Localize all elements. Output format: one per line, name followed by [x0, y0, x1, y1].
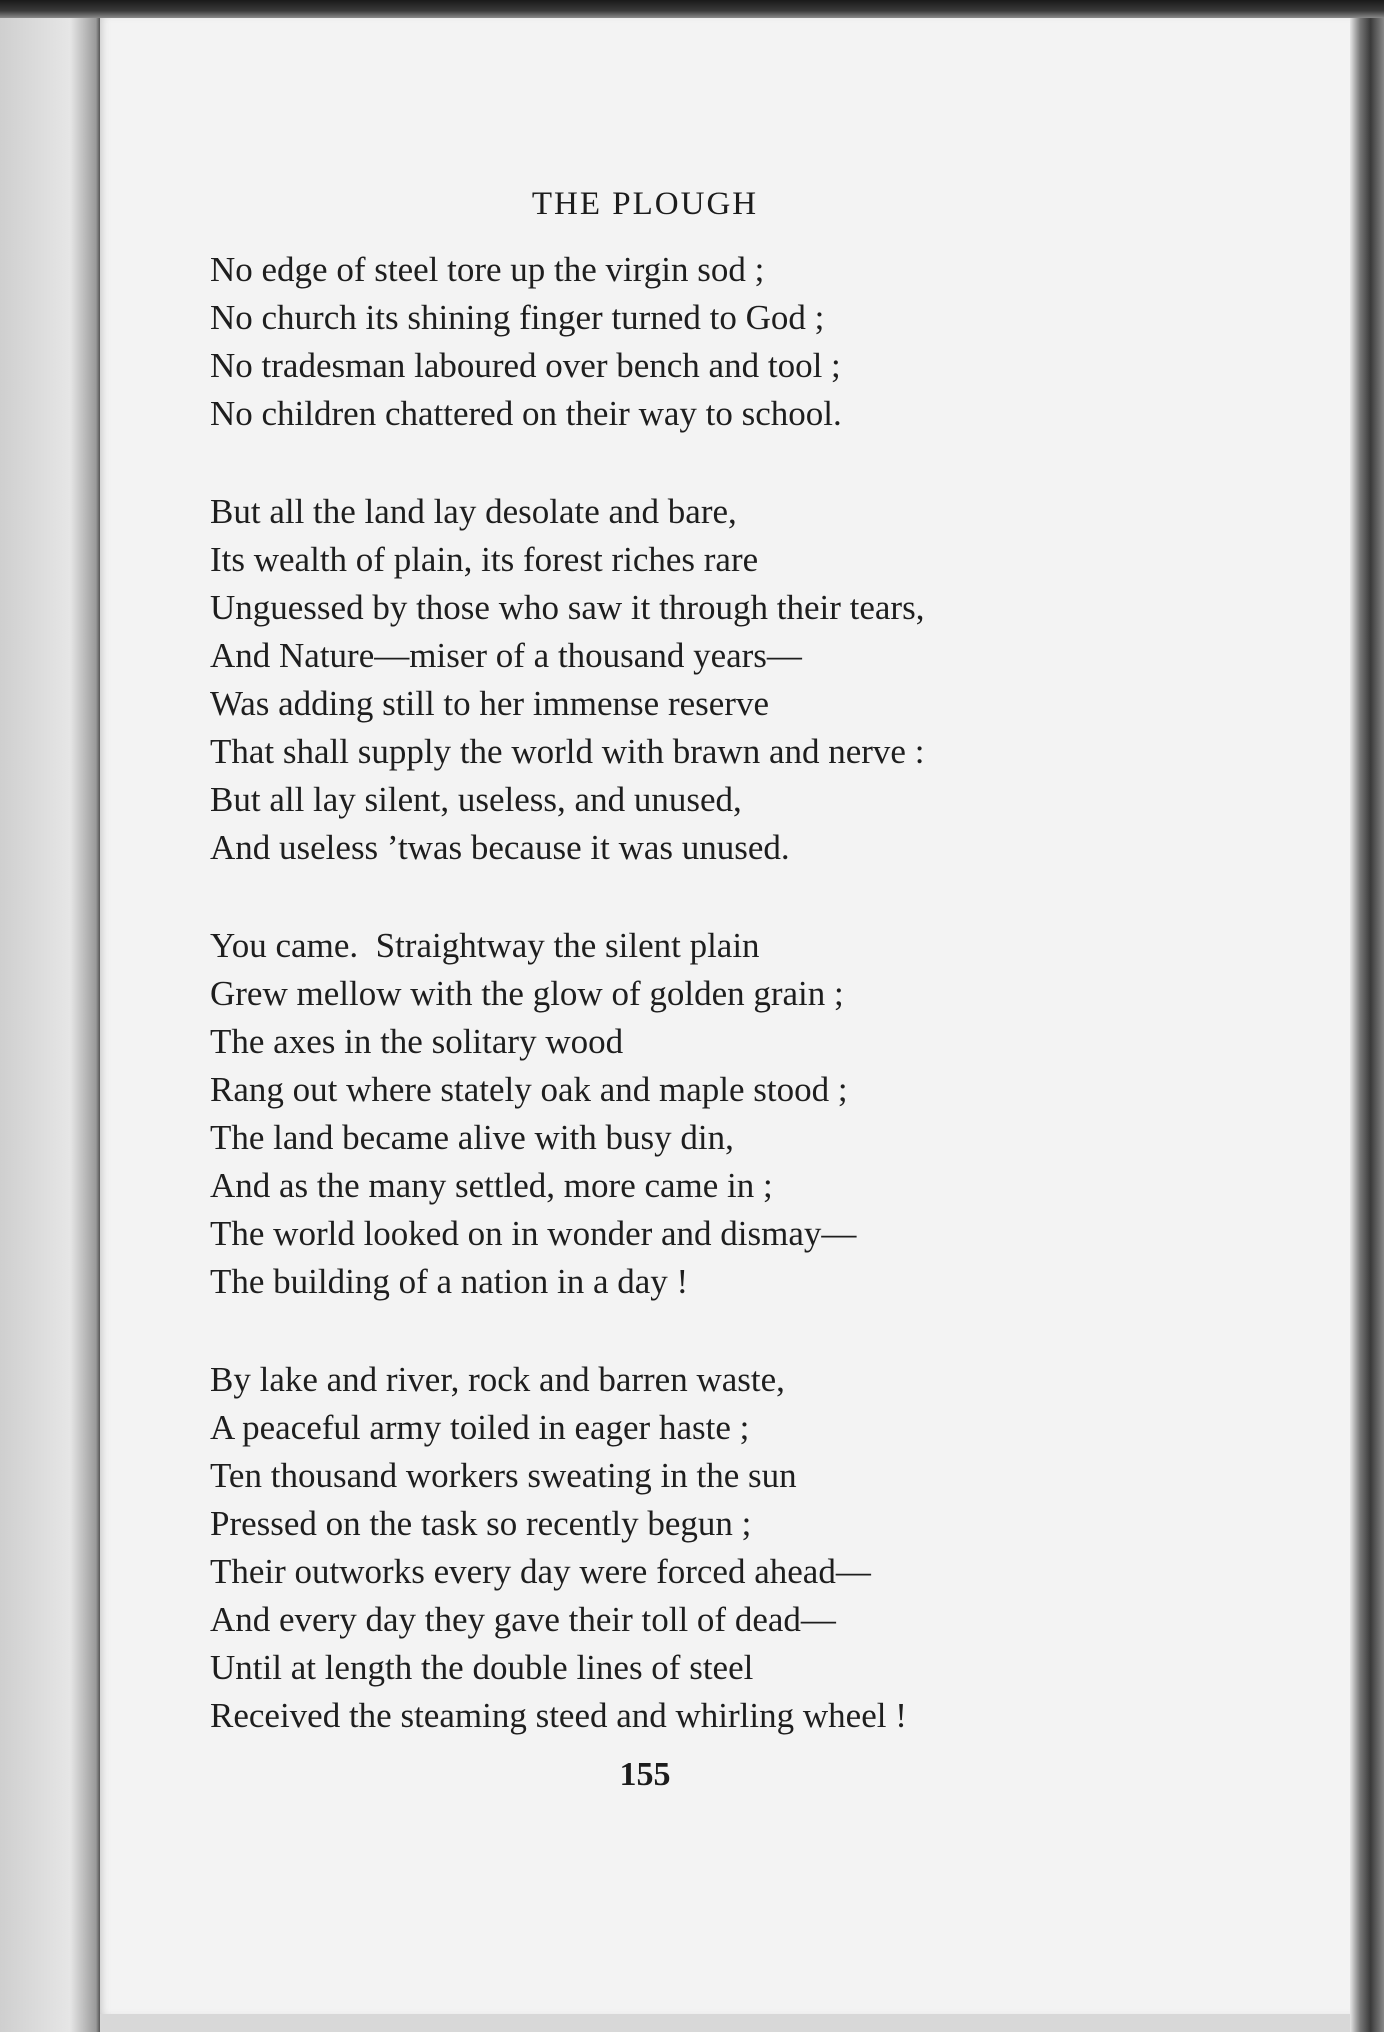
poem-line: Ten thousand workers sweating in the sun — [210, 1456, 797, 1495]
poem-line: Was adding still to her immense reserve — [210, 684, 769, 723]
poem-line: The world looked on in wonder and dismay— — [210, 1214, 857, 1253]
poem-line: Grew mellow with the glow of golden grain ; — [210, 974, 844, 1013]
poem-line: And Nature—miser of a thousand years— — [210, 636, 802, 675]
stanza-1 — [210, 246, 924, 438]
poem-line: And every day they gave their toll of dead— — [210, 1600, 836, 1639]
poem-line: Unguessed by those who saw it through their tears, — [210, 588, 925, 627]
stanza-4 — [210, 1356, 924, 1740]
poem-line: But all lay silent, useless, and unused, — [210, 780, 742, 819]
poem-line: And useless ’twas because it was unused. — [210, 828, 790, 867]
poem-line: A peaceful army toiled in eager haste ; — [210, 1408, 750, 1447]
scan-top-shadow — [0, 0, 1384, 18]
stanza-3 — [210, 922, 924, 1306]
poem-line: No children chattered on their way to school. — [210, 394, 842, 433]
poem-line: No tradesman laboured over bench and tool ; — [210, 346, 841, 385]
poem-line: Its wealth of plain, its forest riches rare — [210, 540, 759, 579]
poem-line: No edge of steel tore up the virgin sod ; — [210, 250, 765, 289]
poem-body — [210, 246, 924, 1740]
poem-line: And as the many settled, more came in ; — [210, 1166, 773, 1205]
poem-line: That shall supply the world with brawn and nerve : — [210, 732, 925, 771]
poem-line: The land became alive with busy din, — [210, 1118, 734, 1157]
poem-line: But all the land lay desolate and bare, — [210, 492, 737, 531]
poem-title: THE PLOUGH — [531, 186, 759, 222]
stanza-gap — [210, 872, 924, 922]
page-number: 155 — [619, 1756, 671, 1793]
poem-line: Rang out where stately oak and maple stood ; — [210, 1070, 848, 1109]
stanza-gap — [210, 438, 924, 488]
stanza-2 — [210, 488, 924, 872]
poem-line: By lake and river, rock and barren waste, — [210, 1360, 785, 1399]
poem-line: No church its shining finger turned to God ; — [210, 298, 825, 337]
poem-line: Their outworks every day were forced ahead— — [210, 1552, 871, 1591]
poem-line: The axes in the solitary wood — [210, 1022, 624, 1061]
poem-line: Pressed on the task so recently begun ; — [210, 1504, 752, 1543]
poem-line: You came. Straightway the silent plain — [210, 926, 760, 965]
poem-line: Received the steaming steed and whirling wheel ! — [210, 1696, 907, 1735]
scan-right-edge — [1350, 18, 1384, 2032]
poem-line: Until at length the double lines of steel — [210, 1648, 754, 1687]
scan-left-margin — [0, 18, 100, 2032]
stanza-gap — [210, 1306, 924, 1356]
poem-line: The building of a nation in a day ! — [210, 1262, 689, 1301]
